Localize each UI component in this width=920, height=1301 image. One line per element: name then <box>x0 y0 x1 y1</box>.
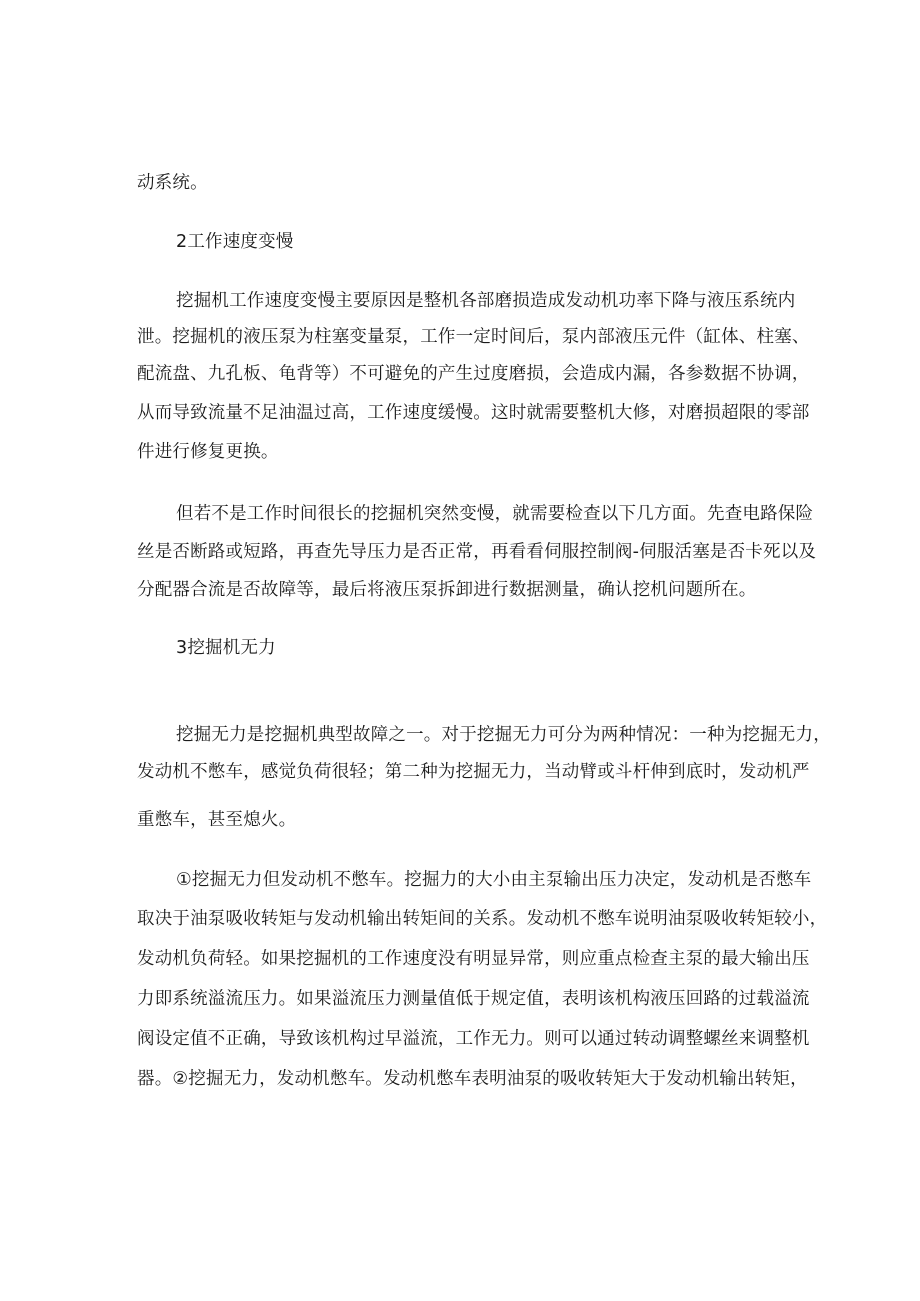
body-text-line: 动系统。 <box>137 173 208 193</box>
body-text-line: 分配器合流是否故障等，最后将液压泵拆卸进行数据测量，确认挖机问题所在。 <box>137 580 757 600</box>
body-text-line: 挖掘机工作速度变慢主要原因是整机各部磨损造成发动机功率下降与液压系统内 <box>176 291 796 311</box>
body-text-line: 件进行修复更换。 <box>137 442 279 462</box>
body-text-line: 配流盘、九孔板、龟背等）不可避免的产生过度磨损，会造成内漏，各参数据不协调， <box>137 364 810 384</box>
body-text-line: 发动机负荷轻。如果挖掘机的工作速度没有明显异常，则应重点检查主泵的最大输出压 <box>137 949 810 969</box>
body-text-line: 器。②挖掘无力，发动机憋车。发动机憋车表明油泵的吸收转矩大于发动机输出转矩， <box>137 1069 808 1089</box>
body-text-line: 阀设定值不正确，导致该机构过早溢流，工作无力。则可以通过转动调整螺丝来调整机 <box>137 1029 810 1049</box>
body-text-line: 泄。挖掘机的液压泵为柱塞变量泵，工作一定时间后，泵内部液压元件（缸体、柱塞、 <box>137 327 810 347</box>
section-heading: 3挖掘机无力 <box>176 638 276 658</box>
body-text-line: 发动机不憋车，感觉负荷很轻；第二种为挖掘无力，当动臂或斗杆伸到底时，发动机严 <box>137 762 810 782</box>
body-text-line: ①挖掘无力但发动机不憋车。挖掘力的大小由主泵输出压力决定，发动机是否憋车 <box>176 870 812 890</box>
body-text-line: 力即系统溢流压力。如果溢流压力测量值低于规定值，表明该机构液压回路的过载溢流 <box>137 989 810 1009</box>
section-heading: 2工作速度变慢 <box>176 232 294 252</box>
body-text-line: 重憋车，甚至熄火。 <box>137 810 297 830</box>
body-text-line: 挖掘无力是挖掘机典型故障之一。对于挖掘无力可分为两种情况：一种为挖掘无力， <box>176 725 831 745</box>
body-text-line: 从而导致流量不足油温过高，工作速度缓慢。这时就需要整机大修，对磨损超限的零部 <box>137 403 810 423</box>
body-text-line: 丝是否断路或短路，再查先导压力是否正常，再看看伺服控制阀-伺服活塞是否卡死以及 <box>137 542 817 562</box>
body-text-line: 但若不是工作时间很长的挖掘机突然变慢，就需要检查以下几方面。先查电路保险 <box>176 504 814 524</box>
body-text-line: 取决于油泵吸收转矩与发动机输出转矩间的关系。发动机不憋车说明油泵吸收转矩较小， <box>137 909 828 929</box>
